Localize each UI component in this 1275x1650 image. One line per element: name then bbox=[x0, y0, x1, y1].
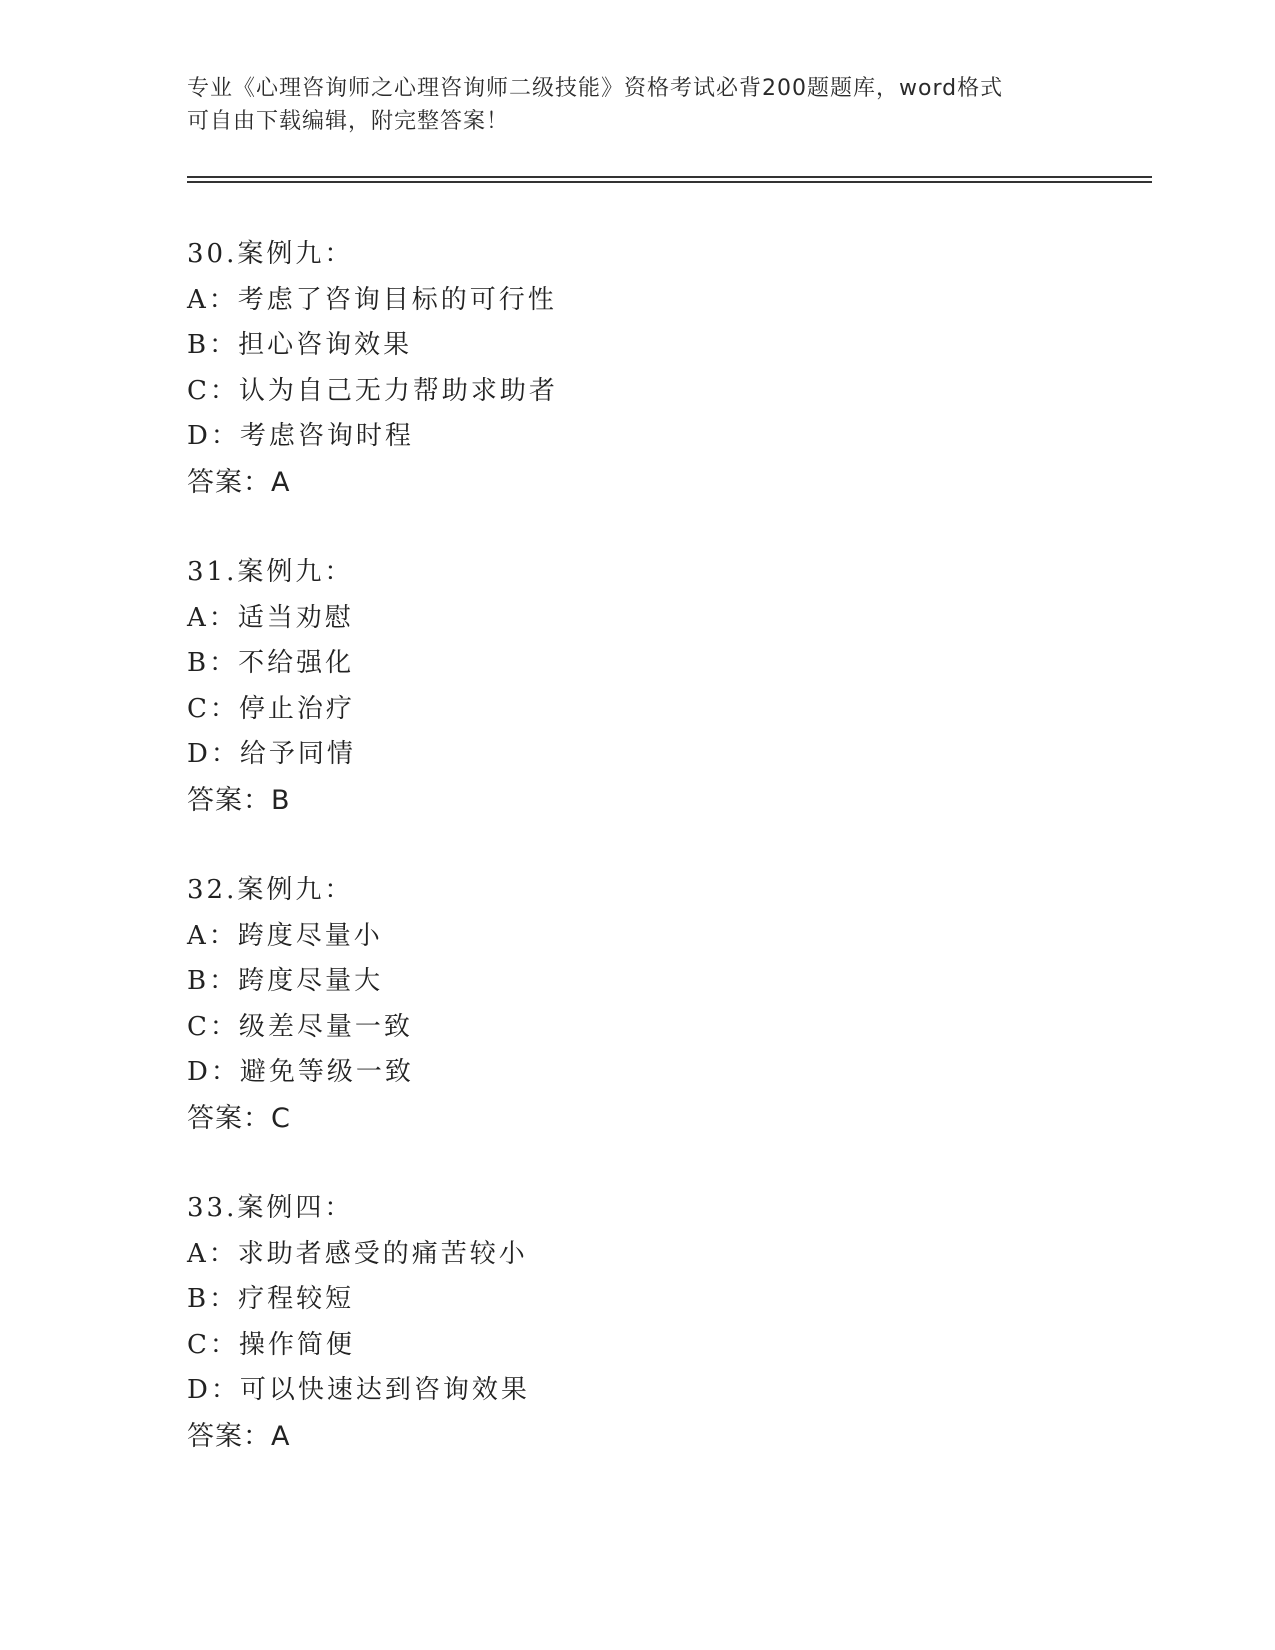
header-line-1: 专业《心理咨询师之心理咨询师二级技能》资格考试必背200题题库，word格式 bbox=[187, 76, 1004, 101]
option-b: B：担心咨询效果 bbox=[187, 330, 413, 360]
option-c: C：认为自己无力帮助求助者 bbox=[187, 375, 558, 406]
question-title: 33.案例四： bbox=[187, 1193, 354, 1223]
option-d: D：给予同情 bbox=[187, 739, 356, 769]
option-a: A：跨度尽量小 bbox=[187, 920, 383, 951]
question-33 bbox=[187, 1186, 1087, 1459]
option-b: B：疗程较短 bbox=[187, 1284, 355, 1314]
question-title: 32.案例九： bbox=[187, 875, 354, 905]
option-b: B：不给强化 bbox=[187, 648, 355, 678]
answer-label: 答案：A bbox=[187, 466, 291, 498]
header-divider-bottom bbox=[187, 181, 1152, 183]
question-title: 30.案例九： bbox=[187, 239, 354, 269]
option-a: A：适当劝慰 bbox=[187, 602, 354, 633]
question-list bbox=[187, 232, 1087, 1504]
question-32 bbox=[187, 868, 1087, 1141]
option-d: D：避免等级一致 bbox=[187, 1057, 414, 1087]
option-a: A：考虑了咨询目标的可行性 bbox=[187, 284, 557, 315]
answer-label: 答案：B bbox=[187, 784, 291, 816]
option-c: C：级差尽量一致 bbox=[187, 1011, 413, 1042]
answer-label: 答案：A bbox=[187, 1420, 291, 1452]
option-d: D：考虑咨询时程 bbox=[187, 421, 414, 451]
option-d: D：可以快速达到咨询效果 bbox=[187, 1375, 530, 1405]
option-a: A：求助者感受的痛苦较小 bbox=[187, 1238, 528, 1269]
question-title: 31.案例九： bbox=[187, 557, 354, 587]
question-31 bbox=[187, 550, 1087, 823]
option-c: C：停止治疗 bbox=[187, 693, 355, 724]
document-header bbox=[187, 72, 1087, 138]
header-divider-top bbox=[187, 176, 1152, 178]
answer-label: 答案：C bbox=[187, 1102, 291, 1134]
option-c: C：操作简便 bbox=[187, 1329, 355, 1360]
question-30 bbox=[187, 232, 1087, 505]
header-line-2: 可自由下载编辑，附完整答案！ bbox=[187, 109, 510, 134]
option-b: B：跨度尽量大 bbox=[187, 966, 384, 996]
